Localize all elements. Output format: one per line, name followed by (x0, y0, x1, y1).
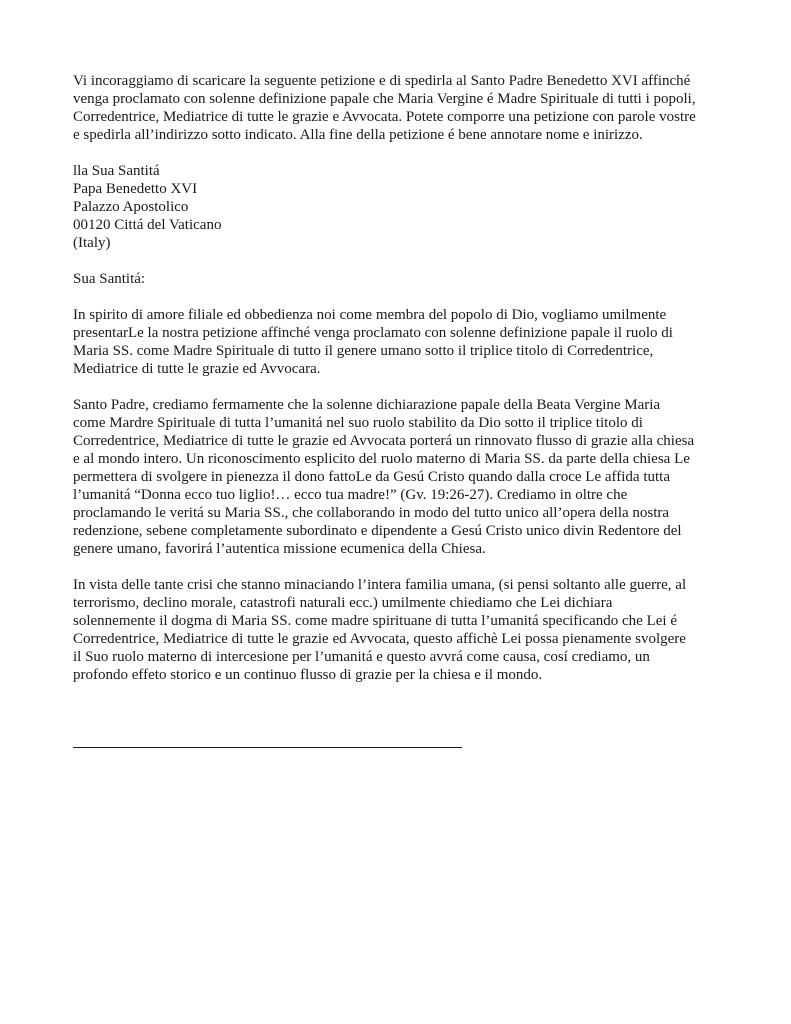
salutation-text: Sua Santitá: (73, 271, 146, 287)
address-line: Palazzo Apostolico (73, 199, 189, 215)
intro-paragraph (73, 72, 733, 144)
text-line: profondo effeto storico e un continuo flusso di grazie per la chiesa e il mondo. (73, 667, 543, 683)
address-line: 00120 Cittá del Vaticano (73, 217, 222, 233)
text-line: venga proclamato con solenne definizione papale che Maria Vergine é Madre Spirituale di tutti i popoli, (73, 91, 696, 107)
text-line: In spirito di amore filiale ed obbedienza noi come membra del popolo di Dio, vogliamo umilmente (73, 307, 667, 323)
text-line: proclamando le veritá su Maria SS., che collaborando in modo del tutto unico all’opera della nostra (73, 505, 670, 521)
petition-paragraph-2 (73, 396, 733, 558)
text-line: e al mondo intero. Un riconoscimento esplicito del ruolo materno di Maria SS. da parte della chiesa Le (73, 451, 690, 467)
document-body (73, 72, 733, 702)
address-line: (Italy) (73, 235, 111, 251)
text-line: redenzione, sebene completamente subordinato e dipendente a Gesú Cristo unico divin Redentore del (73, 523, 682, 539)
signature-line (73, 747, 462, 748)
petition-paragraph-3 (73, 576, 733, 684)
text-line: In vista delle tante crisi che stanno minaciando l’intera familia umana, (si pensi soltanto alle guerre, al (73, 577, 687, 593)
text-line: presentarLe la nostra petizione affinché venga proclamato con solenne definizione papale il ruolo di (73, 325, 673, 341)
text-line: Maria SS. come Madre Spirituale di tutto il genere umano sotto il triplice titolo di Corredentrice, (73, 343, 654, 359)
address-block (73, 162, 733, 252)
text-line: come Mardre Spirituale di tutta l’umanitá nel suo ruolo stabilito da Dio sotto il triplice titolo di (73, 415, 643, 431)
text-line: Corredentrice, Mediatrice di tutte le grazie e Avvocata. Potete comporre una petizione con parole vostre (73, 109, 696, 125)
text-line: il Suo ruolo materno di intercesione per l’umanitá e questo avvrá come causa, cosí crediamo, un (73, 649, 650, 665)
text-line: Corredentrice, Mediatrice di tutte le grazie ed Avvocata porterá un rinnovato flusso di grazie alla chiesa (73, 433, 695, 449)
text-line: Santo Padre, crediamo fermamente che la solenne dichiarazione papale della Beata Vergine Maria (73, 397, 661, 413)
address-line: lla Sua Santitá (73, 163, 160, 179)
text-line: Vi incoraggiamo di scaricare la seguente petizione e di spedirla al Santo Padre Benedetto XVI affinché (73, 73, 691, 89)
petition-paragraph-1 (73, 306, 733, 378)
address-line: Papa Benedetto XVI (73, 181, 198, 197)
text-line: terrorismo, declino morale, catastrofi naturali ecc.) umilmente chiediamo che Lei dichiara (73, 595, 613, 611)
text-line: e spedirla all’indirizzo sotto indicato. Alla fine della petizione é bene annotare nome e inirizzo. (73, 127, 643, 143)
text-line: Corredentrice, Mediatrice di tutte le grazie ed Avvocata, questo affichè Lei possa pienamente svolgere (73, 631, 686, 647)
text-line: genere umano, favorirá l’autentica missione ecumenica della Chiesa. (73, 541, 486, 557)
text-line: permettera di svolgere in pienezza il dono fattoLe da Gesú Cristo quando dalla croce Le affida tutta (73, 469, 670, 485)
text-line: solennemente il dogma di Maria SS. come madre spirituane di tutta l’umanitá specificando che Lei é (73, 613, 677, 629)
text-line: Mediatrice di tutte le grazie ed Avvocara. (73, 361, 321, 377)
text-line: l’umanitá “Donna ecco tuo liglio!… ecco tua madre!” (Gv. 19:26-27). Crediamo in oltre che (73, 487, 628, 503)
salutation (73, 270, 733, 288)
